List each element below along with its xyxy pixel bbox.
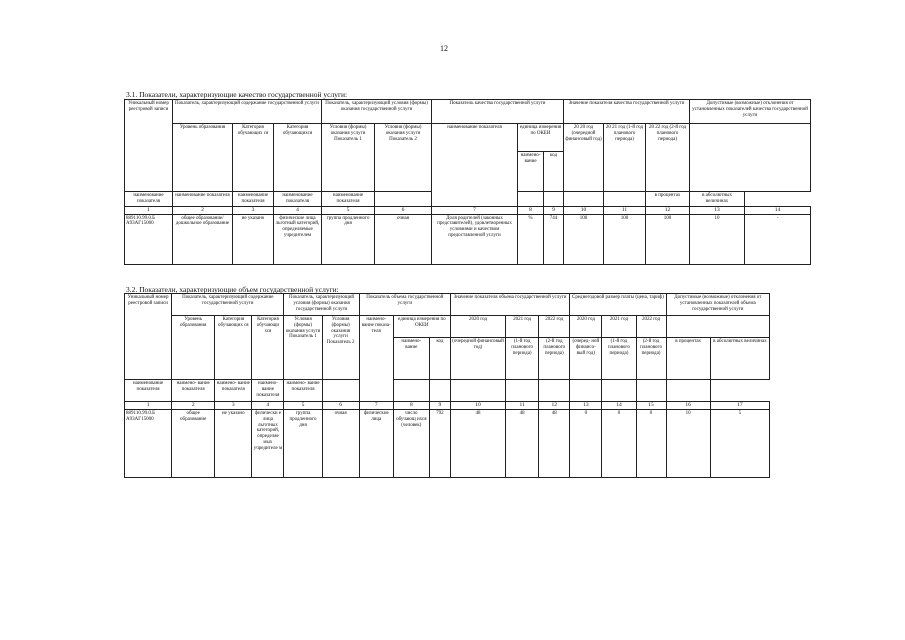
col-number: 12 xyxy=(539,402,570,410)
fee-2021-header: 2021 год xyxy=(602,316,636,338)
deviation-group-header: Допустимые (возможные) отклонения от установленных показателей объема государственной услуги xyxy=(666,294,769,316)
col-number: 1 xyxy=(125,206,173,214)
unit-name-header: наимено- вание xyxy=(393,338,429,380)
empty-cell xyxy=(506,380,539,402)
col-number: 13 xyxy=(690,206,745,214)
year1-header: 20 20 год (очередной финансовый год) xyxy=(564,124,604,192)
year-2021-note: (1-й год планового периода) xyxy=(506,338,539,380)
fee-2022-header: 2022 год xyxy=(636,316,666,338)
volume-group-header: Показатель объема государственной услуги xyxy=(359,294,450,316)
content3-cell: физически е лица льготных категорий, определяе мых учредителе м xyxy=(252,410,284,478)
content1-cell: общее образование xyxy=(172,410,215,478)
content2-header: Категория обучающих ся xyxy=(215,316,252,380)
deviation-group-header: Допустимые (возможные) отклонения от установленных показателей качества государственной услуги xyxy=(690,100,811,124)
deviation-absolute-cell: - xyxy=(745,214,811,264)
fee-2022-note: (2-й год планового периода) xyxy=(636,338,666,380)
content3-header: Категория обучающи хся xyxy=(252,316,284,380)
dev-percent-header: в процентах xyxy=(646,192,690,207)
empty-cell xyxy=(539,380,570,402)
unit-okei-header: единица измерения по ОКЕИ xyxy=(393,316,450,338)
year-2022-header: 2022 год xyxy=(539,316,570,338)
dev-absolute-header: в абсолютных величинах xyxy=(710,338,769,380)
fee-group-header: Среднегодовой размер платы (цена, тариф) xyxy=(570,294,666,316)
content-group-header: Показатель, характеризующий содержание государственной услуги xyxy=(172,294,284,316)
quality-indicators-table xyxy=(124,99,811,265)
empty-cell xyxy=(544,192,564,207)
dev-absolute-header: в абсолютных величинах xyxy=(690,192,745,207)
sub-name-2: наимено- вание показателя xyxy=(172,380,215,402)
col-number: 5 xyxy=(322,206,375,214)
reg-number-cell: 889110.99.0.Б А93АГ15000 xyxy=(125,410,172,478)
col-number: 8 xyxy=(518,206,544,214)
deviation-absolute-cell: 5 xyxy=(710,410,769,478)
quality-section-heading: 3.1. Показатели, характеризующие качество государственной услуги: xyxy=(126,90,348,99)
col-number: 14 xyxy=(602,402,636,410)
cond1-header: Условия (формы) оказания услуги Показатель 1 xyxy=(322,124,375,192)
value-2020-cell: 48 xyxy=(450,410,505,478)
sub-name-4: наимено- вание показателя xyxy=(252,380,284,402)
year2-header: 20 21 год (1-й год планового периода) xyxy=(604,124,646,192)
unit-code-header: код xyxy=(429,338,450,380)
value-year3-cell: 100 xyxy=(646,214,690,264)
content2-cell: не указано xyxy=(215,410,252,478)
col-number: 2 xyxy=(173,206,233,214)
year3-header: 20 22 год (2-й год планового периода) xyxy=(646,124,690,192)
fee-2021-cell: 0 xyxy=(602,410,636,478)
col-number: 16 xyxy=(666,402,710,410)
col-number: 10 xyxy=(564,206,604,214)
col-number: 8 xyxy=(393,402,429,410)
sub-name-5: наименование показателя xyxy=(322,192,375,207)
col-number: 11 xyxy=(604,206,646,214)
col-number: 13 xyxy=(570,402,602,410)
cond1-header: Условия (формы) оказания услуги Показатель 1 xyxy=(284,316,322,380)
value-year2-cell: 100 xyxy=(604,214,646,264)
cond1-cell: группа продленного дня xyxy=(322,214,375,264)
value-group-header: Значение показателя объема государственной услуги xyxy=(450,294,569,316)
cond2-header: Условия (формы) оказания услуги Показатель 2 xyxy=(322,316,359,380)
value-group-header: Значение показателя качества государственной услуги xyxy=(564,100,690,124)
content2-cell: не указано xyxy=(233,214,274,264)
cond2-cell: очная xyxy=(322,410,359,478)
unit-name-cell: число обучающ ихся (человек) xyxy=(393,410,429,478)
deviation-spacer xyxy=(690,124,811,192)
volume-section-heading: 3.2. Показатели, характеризующие объем государственной услуги: xyxy=(126,285,339,294)
empty-cell xyxy=(636,380,666,402)
fee-2020-header: 2020 год xyxy=(570,316,602,338)
empty-cell xyxy=(322,380,359,402)
value-year1-cell: 100 xyxy=(564,214,604,264)
content1-cell: общее образование/ дошкольное образование xyxy=(173,214,233,264)
deviation-spacer xyxy=(666,316,769,338)
conditions-group-header: Показатель, характеризующий условия (формы) оказания государственной услуги xyxy=(322,100,432,124)
year-2021-header: 2021 год xyxy=(506,316,539,338)
fee-2022-cell: 0 xyxy=(636,410,666,478)
empty-cell xyxy=(570,380,602,402)
col-number: 15 xyxy=(636,402,666,410)
empty-cell xyxy=(393,380,429,402)
indicator-name-cell: Доля родителей (законных представителей), удовлетворенных условиями и качеством предоставленной услуги xyxy=(432,214,518,264)
col-number: 1 xyxy=(125,402,172,410)
conditions-group-header: Показатель, характеризующий условия (формы) оказания государственной услуги xyxy=(284,294,359,316)
col-number: 4 xyxy=(274,206,322,214)
content1-header: Уровень образования xyxy=(173,124,233,192)
cond1-cell: группа продленного дня xyxy=(284,410,322,478)
col-number: 14 xyxy=(745,206,811,214)
empty-cell xyxy=(375,192,432,207)
indicator-name-cell: физические лица xyxy=(359,410,393,478)
col-number: 9 xyxy=(429,402,450,410)
value-2021-cell: 48 xyxy=(506,410,539,478)
col-number: 10 xyxy=(450,402,505,410)
col-number: 3 xyxy=(215,402,252,410)
sub-name-1: наименование показателя xyxy=(125,380,172,402)
col-number: 2 xyxy=(172,402,215,410)
sub-name-3: наимено- вание показателя xyxy=(215,380,252,402)
cond2-cell: очная xyxy=(375,214,432,264)
col-number: 12 xyxy=(646,206,690,214)
dev-percent-header: в процентах xyxy=(666,338,710,380)
col-number: 5 xyxy=(284,402,322,410)
cond2-header: Условия (формы) оказания услуги Показатель 2 xyxy=(375,124,432,192)
fee-2021-note: (1-й год планового периода) xyxy=(602,338,636,380)
deviation-percent-cell: 10 xyxy=(666,410,710,478)
col-number: 6 xyxy=(375,206,432,214)
sub-name-2: наименование показателя xyxy=(173,192,233,207)
sub-name-5: наимено- вание показателя xyxy=(284,380,322,402)
reg-number-header: Уникальный номер реестровой записи xyxy=(125,294,172,380)
reg-number-header: Уникальный номер реестровой записи xyxy=(125,100,173,192)
volume-indicators-table xyxy=(124,293,770,478)
indicator-name-header: наименование показателя xyxy=(432,124,518,207)
year-2022-note: (2-й год планового периода) xyxy=(539,338,570,380)
unit-code-cell: 744 xyxy=(544,214,564,264)
col-number: 4 xyxy=(252,402,284,410)
content3-cell: физические лица льготный категорий, определяемые учредителем xyxy=(274,214,322,264)
sub-name-1: наименование показателя xyxy=(125,192,173,207)
year-2020-note: (очередной финансовый год) xyxy=(450,338,505,380)
value-2022-cell: 48 xyxy=(539,410,570,478)
col-number: 11 xyxy=(506,402,539,410)
reg-number-cell: 889110.99.0.Б А93АГ15000 xyxy=(125,214,173,264)
col-number: 7 xyxy=(359,402,393,410)
empty-cell xyxy=(518,192,544,207)
unit-code-header: код xyxy=(544,152,564,192)
content-group-header: Показатель, характеризующий содержание государственной услуги xyxy=(173,100,322,124)
empty-cell xyxy=(604,192,646,207)
fee-2020-cell: 0 xyxy=(570,410,602,478)
unit-name-header: наимено- вание xyxy=(518,152,544,192)
sub-name-4: наименование показателя xyxy=(274,192,322,207)
content2-header: Категория обучающих ся xyxy=(233,124,274,192)
col-number: 9 xyxy=(544,206,564,214)
col-number: 7 xyxy=(432,206,518,214)
col-number: 3 xyxy=(233,206,274,214)
unit-name-cell: % xyxy=(518,214,544,264)
content3-header: Категория обучающихся xyxy=(274,124,322,192)
unit-okei-header: единица измерения по ОКЕИ xyxy=(518,124,564,152)
quality-group-header: Показатель качества государственной услуги xyxy=(432,100,564,124)
content1-header: Уровень образования xyxy=(172,316,215,380)
col-number: 6 xyxy=(322,402,359,410)
col-number: 17 xyxy=(710,402,769,410)
empty-cell xyxy=(564,192,604,207)
empty-cell xyxy=(666,380,710,402)
indicator-name-header: наимено- вание показа- теля xyxy=(359,316,393,402)
empty-cell xyxy=(429,380,450,402)
empty-cell xyxy=(450,380,505,402)
deviation-percent-cell: 10 xyxy=(690,214,745,264)
unit-code-cell: 792 xyxy=(429,410,450,478)
fee-2020-note: (очеред- ной финансо- вый год) xyxy=(570,338,602,380)
page-number: 12 xyxy=(440,44,448,53)
sub-name-3: наименование показателя xyxy=(233,192,274,207)
year-2020-header: 2020 год xyxy=(450,316,505,338)
empty-cell xyxy=(602,380,636,402)
